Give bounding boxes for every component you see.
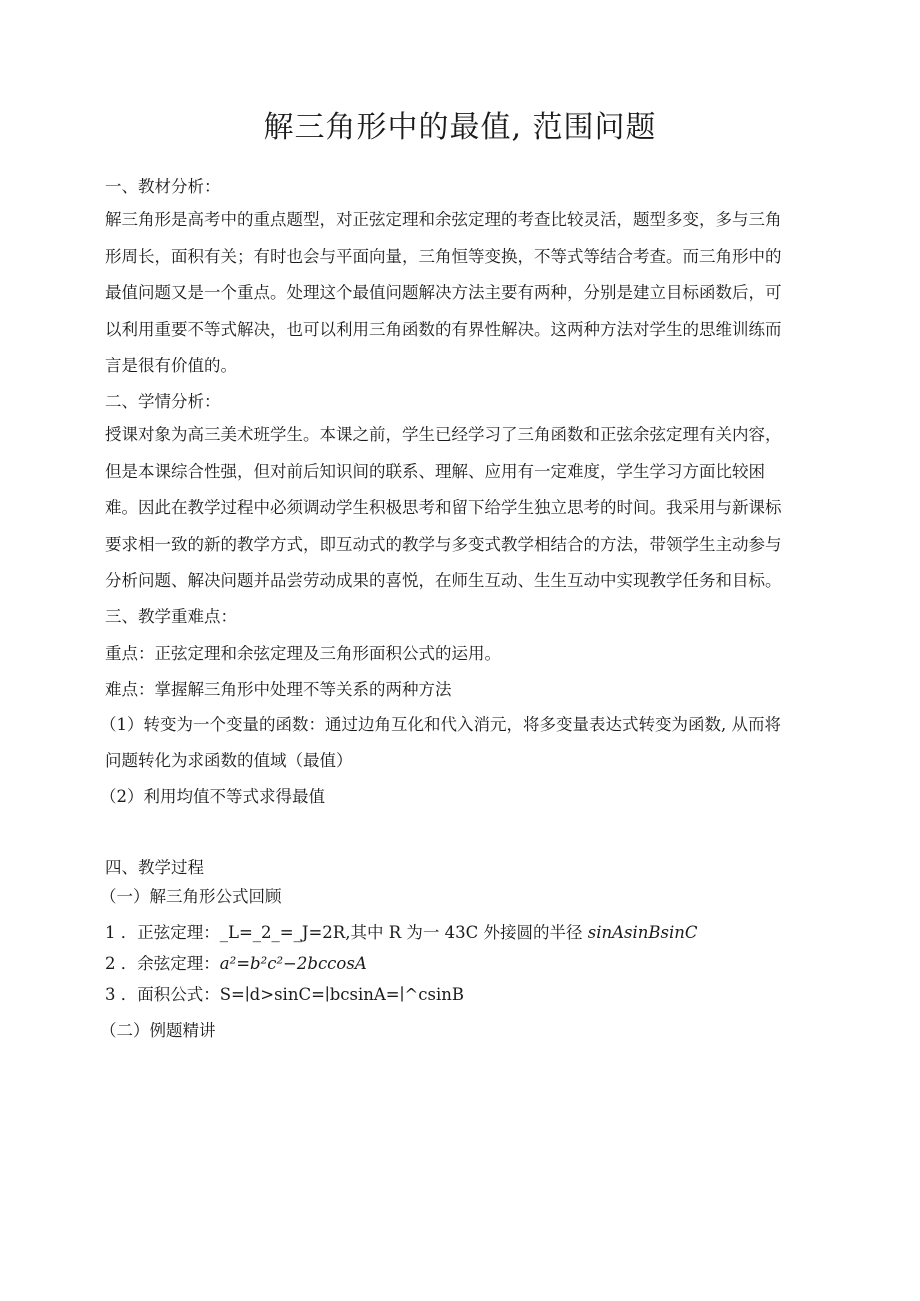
paragraph-line: 言是很有价值的。 [105, 356, 237, 375]
paragraph-line: 形周长，面积有关；有时也会与平面向量，三角恒等变换，不等式等结合考查。而三角形中的 [105, 246, 782, 266]
paragraph-line: 最值问题又是一个重点。处理这个最值问题解决方法主要有两种，分别是建立目标函数后，可 [105, 283, 782, 302]
method-one-line2: 问题转化为求函数的值域（最值） [105, 751, 353, 770]
section-heading-teaching-process: 四、教学过程 [105, 858, 204, 877]
section-heading-student-analysis: 二、学情分析： [105, 392, 221, 411]
formula-area [105, 985, 464, 1005]
method-one-line1: （1）转变为一个变量的函数：通过边角互化和代入消元，将多变量表达式转变为函数, 从而将 [100, 715, 781, 734]
paragraph-line: 分析问题、解决问题并品尝劳动成果的喜悦，在师生互动、生生互动中实现教学任务和目标。 [105, 571, 782, 590]
section-heading-textbook-analysis: 一、教材分析： [105, 177, 221, 196]
paragraph-line: 解三角形是高考中的重点题型，对正弦定理和余弦定理的考查比较灵活，题型多变，多与三角 [105, 210, 782, 229]
method-two-text: （2）利用均值不等式求得最值 [100, 787, 325, 806]
formula-label: 2 ．余弦定理： [105, 954, 220, 973]
textbook-analysis-paragraph [105, 202, 815, 385]
key-point-text: 重点：正弦定理和余弦定理及三角形面积公式的运用。 [105, 644, 501, 663]
formula-label: 3 ．面积公式： [105, 985, 220, 1004]
formula-label: 1 ．正弦定理： [105, 923, 220, 942]
student-analysis-paragraph [105, 417, 815, 600]
paragraph-line: 难。因此在教学过程中必须调动学生积极思考和留下给学生独立思考的时间。我采用与新课标 [105, 498, 782, 517]
subsection-example-explanation: （二）例题精讲 [100, 1021, 216, 1040]
formula-math: a²=b²c²−2bccosA [219, 954, 367, 973]
formula-text: _L=_2_=_J=2R,其中 R 为一 43C 外接圆的半径 [219, 923, 588, 942]
formula-sine-law [105, 923, 698, 943]
formula-cosine-law [105, 954, 367, 974]
formula-math: sinAsinBsinC [587, 923, 698, 942]
difficulty-text: 难点：掌握解三角形中处理不等关系的两种方法 [105, 680, 452, 699]
document-title: 解三角形中的最值, 范围问题 [263, 110, 657, 145]
paragraph-line: 但是本课综合性强，但对前后知识间的联系、理解、应用有一定难度，学生学习方面比较困 [105, 461, 765, 481]
subsection-formula-review: （一）解三角形公式回顾 [100, 887, 282, 906]
paragraph-line: 授课对象为高三美术班学生。本课之前，学生已经学习了三角函数和正弦余弦定理有关内容， [105, 425, 782, 444]
formula-text: S=∣d>sinC=∣bcsinA=∣^csinB [219, 985, 464, 1004]
paragraph-line: 以利用重要不等式解决，也可以利用三角函数的有界性解决。这两种方法对学生的思维训练而 [105, 319, 782, 339]
paragraph-line: 要求相一致的新的教学方式，即互动式的教学与多变式教学相结合的方法，带领学生主动参与 [105, 534, 782, 554]
section-heading-key-difficult-points: 三、教学重难点： [105, 607, 237, 626]
